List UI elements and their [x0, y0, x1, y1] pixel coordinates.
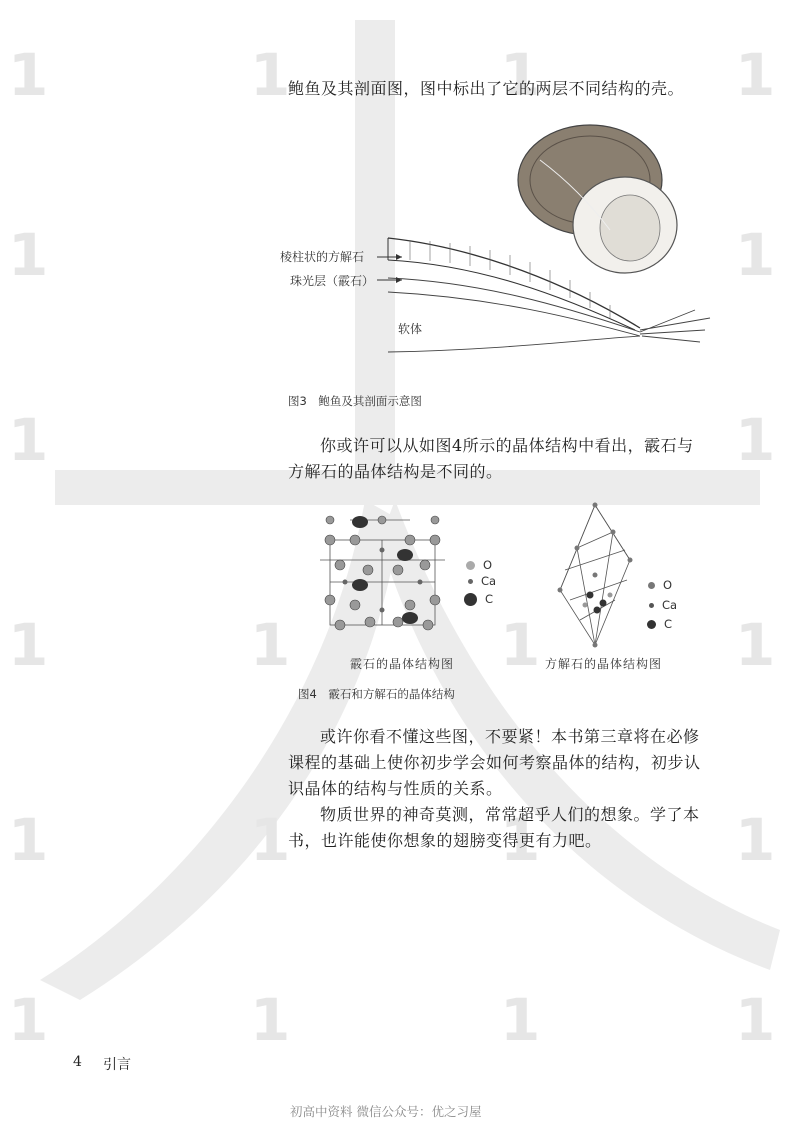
paragraph-2-line-3: 识晶体的结构与性质的关系。 [288, 779, 503, 798]
legend-right-o [648, 578, 672, 592]
svg-text:1: 1 [250, 986, 291, 1054]
svg-text:1: 1 [500, 806, 541, 874]
svg-text:1: 1 [8, 986, 49, 1054]
svg-text:1: 1 [735, 406, 776, 474]
label-soft-body: 软体 [398, 322, 423, 336]
svg-text:1: 1 [250, 41, 291, 109]
legend-left-ca [468, 574, 496, 588]
paragraph-2-line-1: 或许你看不懂这些图，不要紧！本书第三章将在必修 [320, 727, 700, 746]
page-number: 4 [73, 1054, 82, 1070]
watermark-footer: 初高中资料 微信公众号：优之习屋 [290, 1104, 482, 1119]
svg-text:1: 1 [500, 41, 541, 109]
legend-right-ca [649, 598, 677, 612]
oxygen-dot-icon [466, 561, 475, 570]
paragraph-3-line-2: 书，也许能使你想象的翅膀变得更有力吧。 [288, 831, 602, 850]
intro-line: 鲍鱼及其剖面图，图中标出了它的两层不同结构的壳。 [288, 79, 685, 98]
figure-4 [290, 500, 710, 680]
paragraph-1 [288, 433, 708, 485]
svg-text:1: 1 [8, 611, 49, 679]
svg-text:1: 1 [8, 806, 49, 874]
figure-3-caption: 图3 鲍鱼及其剖面示意图 [288, 394, 422, 408]
svg-text:1: 1 [735, 806, 776, 874]
section-name: 引言 [103, 1057, 131, 1073]
legend-left-ca-label: Ca [481, 574, 497, 588]
legend-right-ca-label: Ca [662, 598, 678, 612]
paragraph-3-line-1: 物质世界的神奇莫测，常常超乎人们的想象。学了本 [320, 805, 700, 824]
carbon-dot-icon [464, 593, 477, 606]
svg-text:1: 1 [500, 611, 541, 679]
calcite-caption: 方解石的晶体结构图 [545, 657, 663, 671]
calcite-structure [555, 500, 635, 650]
legend-left-c-label: C [485, 592, 494, 606]
paragraph-1-line-2: 方解石的晶体结构是不同的。 [288, 462, 503, 481]
calcium-dot-icon [649, 603, 654, 608]
figure-3 [280, 120, 720, 390]
svg-text:1: 1 [8, 221, 49, 289]
svg-text:1: 1 [250, 611, 291, 679]
legend-right-c [647, 617, 672, 631]
svg-text:1: 1 [8, 406, 49, 474]
aragonite-caption: 霰石的晶体结构图 [350, 657, 455, 671]
paragraph-2 [288, 724, 708, 802]
legend-left-o-label: O [483, 558, 493, 572]
legend-right-o-label: O [663, 578, 673, 592]
oxygen-dot-icon [648, 582, 655, 589]
svg-text:1: 1 [8, 41, 49, 109]
label-aragonite: 珠光层（霰石） [290, 274, 375, 288]
figure-4-caption: 图4 霰石和方解石的晶体结构 [298, 687, 455, 701]
aragonite-structure [310, 510, 460, 640]
carbon-dot-icon [647, 620, 656, 629]
svg-text:1: 1 [735, 221, 776, 289]
legend-right-c-label: C [664, 617, 673, 631]
legend-left-o [466, 558, 492, 572]
calcium-dot-icon [468, 579, 473, 584]
paragraph-3 [288, 802, 708, 854]
label-calcite: 棱柱状的方解石 [280, 250, 365, 264]
paragraph-1-line-1: 你或许可以从如图4所示的晶体结构中看出，霰石与 [320, 436, 694, 455]
paragraph-2-line-2: 课程的基础上使你初步学会如何考察晶体的结构，初步认 [288, 753, 701, 772]
svg-text:1: 1 [735, 986, 776, 1054]
svg-text:1: 1 [735, 41, 776, 109]
svg-text:1: 1 [735, 611, 776, 679]
legend-left-c [464, 592, 493, 606]
svg-text:1: 1 [250, 806, 291, 874]
svg-text:1: 1 [500, 986, 541, 1054]
